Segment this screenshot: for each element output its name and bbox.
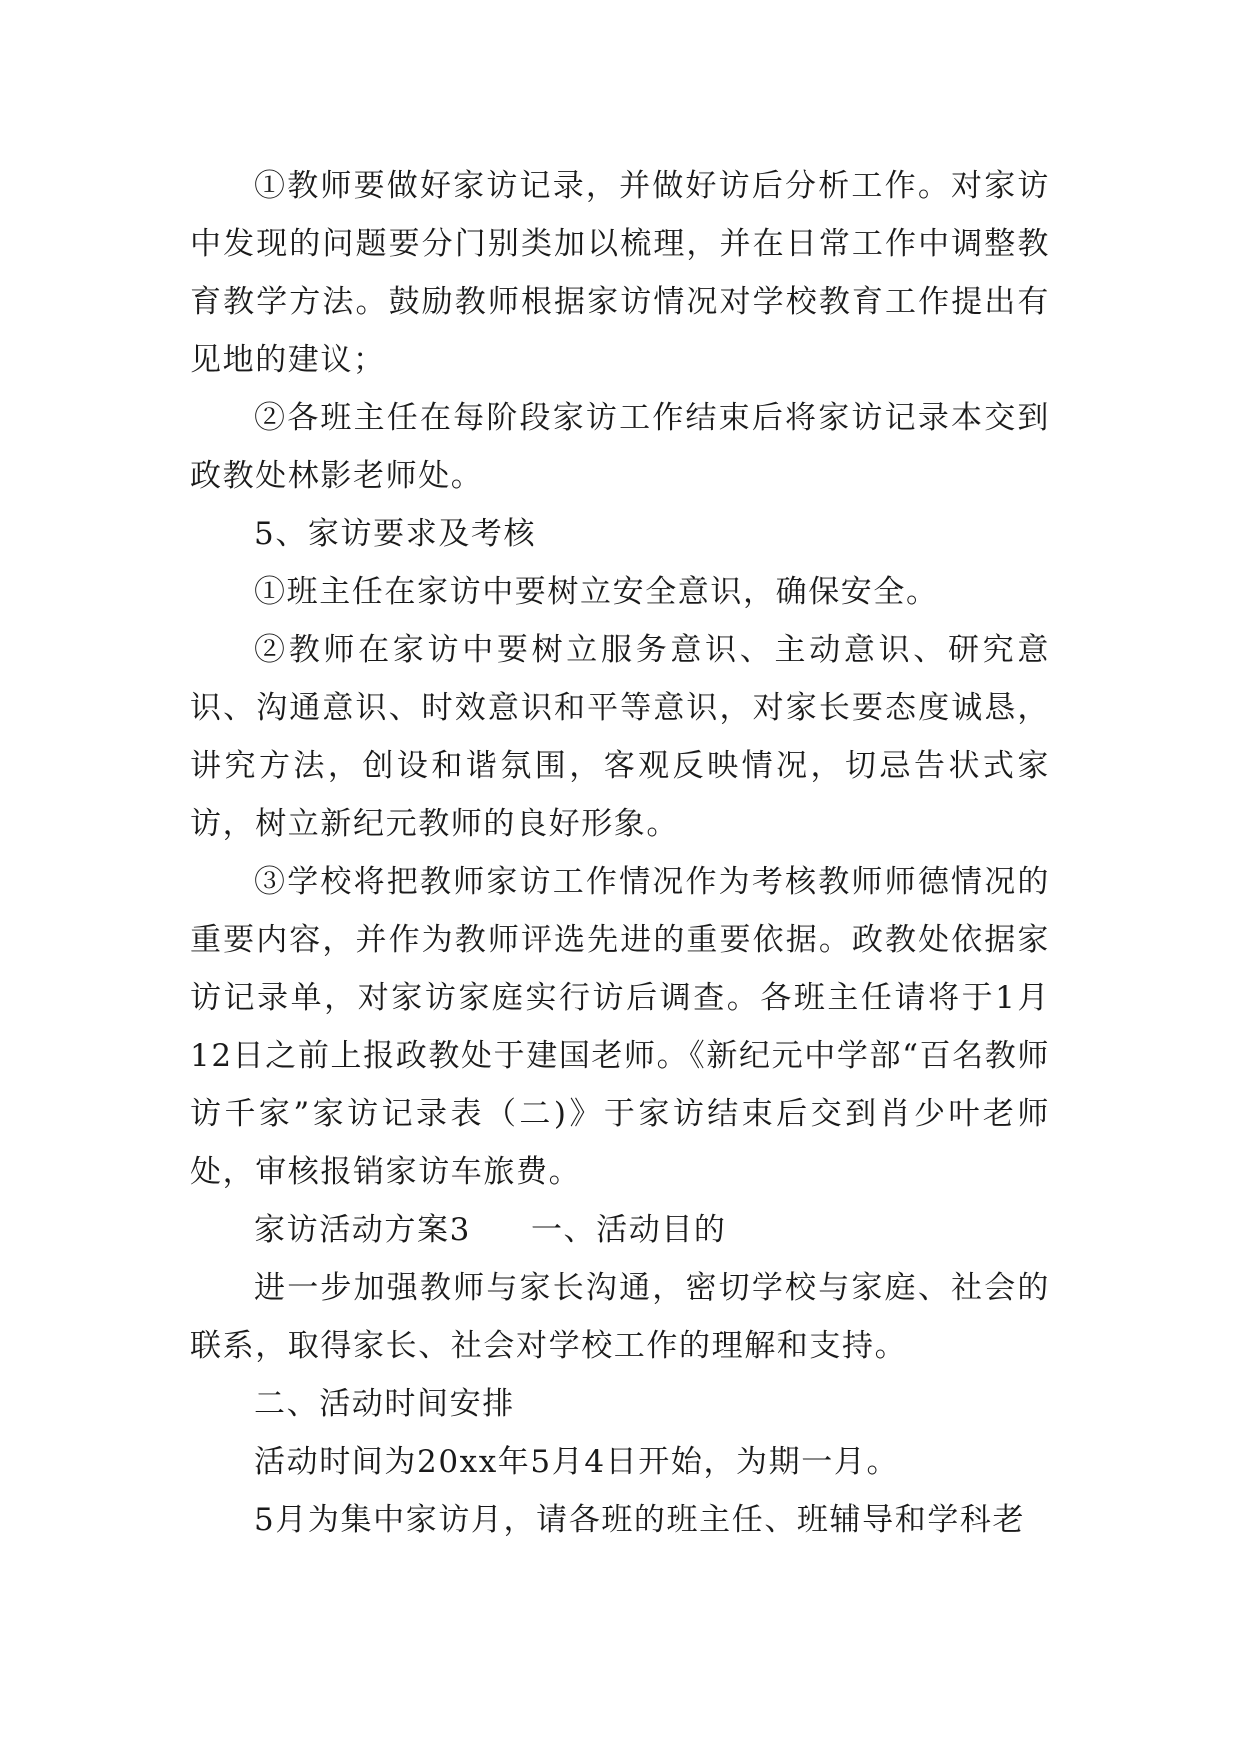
paragraph-safety: ①班主任在家访中要树立安全意识，确保安全。 [254,574,939,610]
plan3-title: 家访活动方案3 [254,1212,471,1248]
plan3-heading-line [190,1201,1050,1259]
paragraph-may-visits: 5月为集中家访月，请各班的班主任、班辅导和学科老 [254,1502,1026,1538]
paragraph-awareness: ②教师在家访中要树立服务意识、主动意识、研究意识、沟通意识、时效意识和平等意识，对家长要态度诚恳，讲究方法，创设和谐氛围，客观反映情况，切忌告状式家访，树立新纪元教师的良好形象。 [190,632,1050,842]
paragraph-assessment: ③学校将把教师家访工作情况作为考核教师师德情况的重要内容，并作为教师评选先进的重要依据。政教处依据家访记录单，对家访家庭实行访后调查。各班主任请将于1月12日之前上报政教处于建国老师。《新纪元中学部“百名教师访千家”家访记录表（二)》于家访结束后交到肖少叶老师处，审核报销家访车旅费。 [190,864,1050,1190]
paragraph-submit-record: ②各班主任在每阶段家访工作结束后将家访记录本交到政教处林影老师处。 [190,400,1050,494]
paragraph-activity-time: 活动时间为20xx年5月4日开始，为期一月。 [254,1444,900,1480]
heading-requirements: 5、家访要求及考核 [254,516,537,552]
heading-schedule: 二、活动时间安排 [254,1386,515,1422]
paragraph-visit-record: ①教师要做好家访记录，并做好访后分析工作。对家访中发现的问题要分门别类加以梳理，并在日常工作中调整教育教学方法。鼓励教师根据家访情况对学校教育工作提出有见地的建议； [190,168,1050,378]
plan3-section-purpose: 一、活动目的 [530,1212,727,1248]
paragraph-purpose: 进一步加强教师与家长沟通，密切学校与家庭、社会的联系，取得家长、社会对学校工作的理解和支持。 [190,1270,1050,1364]
document-body [190,157,1050,1549]
